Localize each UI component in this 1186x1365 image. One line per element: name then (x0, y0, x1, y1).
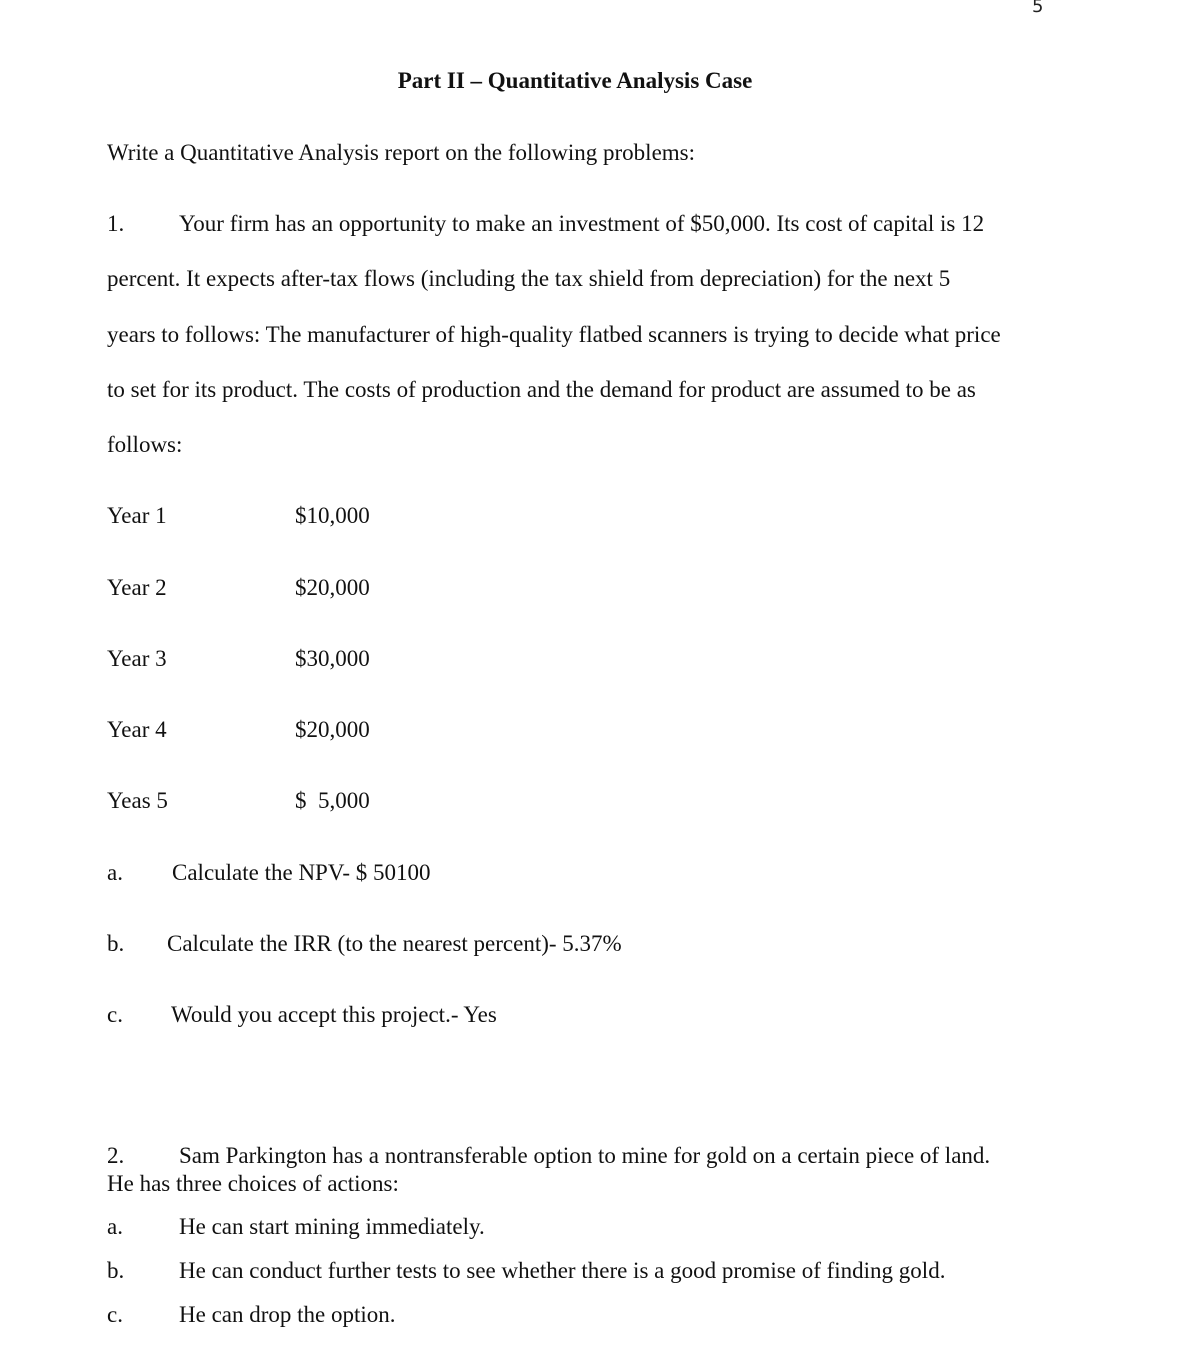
cash-flow-amount: $ 5,000 (295, 788, 370, 813)
problem-1-number: 1. (107, 211, 125, 236)
cash-flow-amount: $30,000 (295, 646, 370, 671)
cash-flow-amount: $10,000 (295, 503, 370, 528)
page-title: Part II – Quantitative Analysis Case (397, 68, 753, 93)
cash-flow-year: Year 4 (107, 717, 167, 742)
question-label: c. (107, 1002, 123, 1027)
cash-flow-year: Year 1 (107, 503, 167, 528)
choice-label: c. (107, 1302, 123, 1327)
choice-label: b. (107, 1258, 125, 1283)
choice-text: He can drop the option. (179, 1302, 396, 1327)
choice-label: a. (107, 1214, 123, 1239)
cash-flow-year: Year 2 (107, 575, 167, 600)
cash-flow-year: Yeas 5 (107, 788, 168, 813)
problem-1-line: Your firm has an opportunity to make an investment of $50,000. Its cost of capital is 12 (179, 211, 985, 236)
problem-1-line: years to follows: The manufacturer of high-quality flatbed scanners is trying to decide what price (107, 322, 1001, 347)
problem-2-line: He has three choices of actions: (107, 1171, 399, 1196)
cash-flow-year: Year 3 (107, 646, 167, 671)
problem-2-line: Sam Parkington has a nontransferable option to mine for gold on a certain piece of land. (179, 1143, 991, 1168)
problem-1-line: follows: (107, 432, 183, 457)
cash-flow-amount: $20,000 (295, 575, 370, 600)
choice-text: He can conduct further tests to see whether there is a good promise of finding gold. (179, 1258, 946, 1283)
question-label: a. (107, 860, 123, 885)
question-text: Calculate the NPV- $ 50100 (172, 860, 431, 885)
page-number: 5 (1032, 0, 1044, 17)
problem-1-line: percent. It expects after-tax flows (including the tax shield from depreciation) for the next 5 (107, 266, 951, 291)
intro-text: Write a Quantitative Analysis report on the following problems: (107, 140, 696, 165)
question-label: b. (107, 931, 125, 956)
problem-2-number: 2. (107, 1143, 125, 1168)
problem-1-line: to set for its product. The costs of production and the demand for product are assumed to be as (107, 377, 976, 402)
choice-text: He can start mining immediately. (179, 1214, 485, 1239)
question-text: Calculate the IRR (to the nearest percent)- 5.37% (167, 931, 622, 956)
cash-flow-amount: $20,000 (295, 717, 370, 742)
question-text: Would you accept this project.- Yes (171, 1002, 497, 1027)
